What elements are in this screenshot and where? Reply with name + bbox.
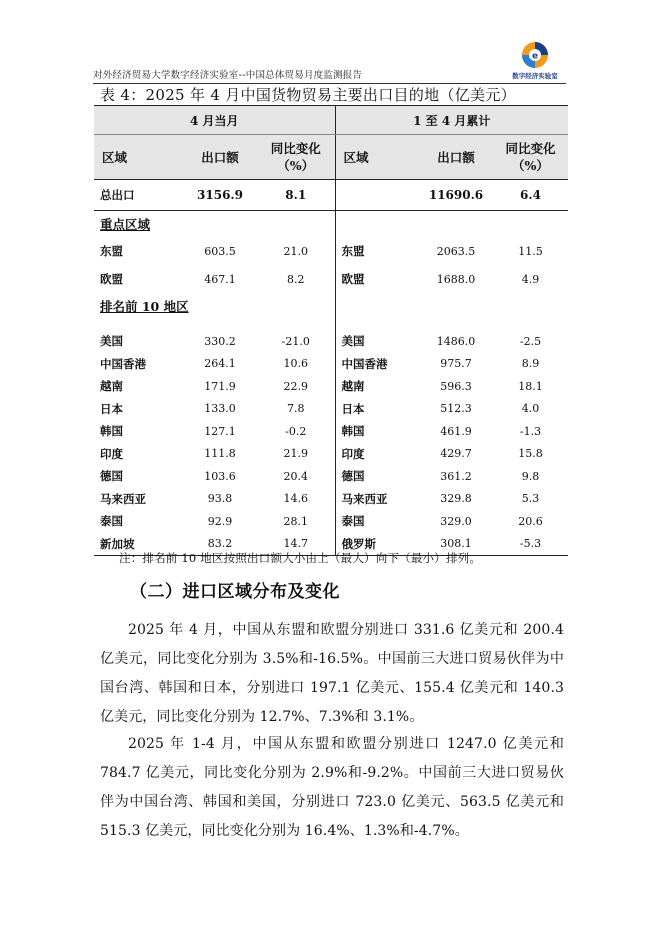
col-header-export: 出口额: [183, 135, 257, 180]
col-header-yoy-line1: 同比变化: [270, 141, 321, 156]
export-value-month: 467.1: [204, 272, 236, 286]
yoy-change-month: 21.9: [283, 447, 308, 461]
table-title: 表 4：2025 年 4 月中国货物贸易主要出口目的地（亿美元）: [100, 86, 516, 104]
export-value-month: 92.9: [207, 514, 233, 528]
region-name-cumulative: 中国香港: [335, 353, 419, 376]
export-value-month: 330.2: [204, 334, 236, 348]
export-value-month: 111.8: [204, 447, 236, 461]
yoy-change-cumulative: 4.9: [521, 272, 540, 286]
table-row: [94, 510, 568, 533]
export-destination-table: [94, 105, 568, 556]
region-name-cumulative: 美国: [335, 330, 419, 353]
yoy-change-month: 21.0: [283, 244, 308, 258]
col-header-export: 出口额: [419, 135, 493, 180]
logo-globe-icon: [520, 40, 550, 70]
region-name-cumulative: 马来西亚: [335, 488, 419, 511]
col-header-yoy-line2: （%）: [277, 158, 315, 173]
yoy-change-month: -21.0: [281, 334, 310, 348]
region-name-cumulative: 德国: [335, 465, 419, 488]
table-row: [94, 375, 568, 398]
export-value-cumulative: 329.8: [440, 492, 472, 506]
export-value-cumulative: 461.9: [440, 424, 472, 438]
export-value-cumulative: 329.0: [440, 514, 472, 528]
key-regions-body: [94, 237, 568, 293]
section-top10: [94, 293, 568, 319]
col-header-yoy-line2: （%）: [512, 158, 549, 173]
total-cumulative-label: [335, 180, 419, 211]
region-name-month: 印度: [100, 446, 123, 461]
yoy-change-month: 8.2: [287, 272, 305, 286]
region-name-month: 美国: [100, 334, 123, 349]
region-name-month: 韩国: [100, 424, 123, 439]
table-row: [94, 398, 568, 421]
region-name-month: 马来西亚: [100, 491, 146, 506]
yoy-change-cumulative: 5.3: [521, 492, 540, 506]
total-label: 总出口: [94, 180, 183, 211]
yoy-change-cumulative: -1.3: [519, 424, 542, 438]
section-label: [94, 211, 335, 238]
region-name-cumulative: 韩国: [335, 420, 419, 443]
region-name-cumulative: 欧盟: [335, 265, 419, 293]
table-group-header: [94, 106, 568, 135]
yoy-change-cumulative: 20.6: [518, 514, 543, 528]
section-top10-label: 排名前 10 地区: [100, 299, 189, 314]
group-header-month: 4 月当月: [94, 106, 335, 135]
table-row: [94, 237, 568, 265]
table-row: [94, 488, 568, 511]
table-column-header: [94, 135, 568, 180]
region-name-month: 德国: [100, 469, 123, 484]
svg-text:e: e: [531, 51, 539, 62]
logo-text: 数字经济实验室: [512, 72, 558, 80]
table-row: [94, 465, 568, 488]
section-key-label: 重点区域: [100, 217, 151, 232]
export-value-month: 171.9: [204, 379, 236, 393]
yoy-change-cumulative: 8.9: [521, 357, 540, 371]
region-name-month: 泰国: [100, 514, 123, 529]
col-header-yoy-line1: 同比变化: [505, 141, 556, 156]
region-name-cumulative: 日本: [335, 398, 419, 421]
region-name-cumulative: 印度: [335, 443, 419, 466]
group-header-cumulative: 1 至 4 月累计: [335, 106, 568, 135]
col-header-region: 区域: [94, 135, 183, 180]
export-value-month: 264.1: [204, 357, 236, 371]
total-month-value: 3156.9: [183, 180, 257, 211]
yoy-change-cumulative: 15.8: [518, 447, 543, 461]
table-row: [94, 265, 568, 293]
yoy-change-month: 10.6: [283, 357, 308, 371]
export-value-cumulative: 975.7: [440, 357, 472, 371]
export-value-cumulative: 308.1: [419, 533, 493, 556]
total-month-yoy: 8.1: [257, 180, 335, 211]
table-note: 注：排名前 10 地区按照出口额大小由上（最大）向下（最小）排列。: [119, 551, 482, 565]
export-value-month: 93.8: [207, 492, 233, 506]
region-name-cumulative: 越南: [335, 375, 419, 398]
header-title: 对外经济贸易大学数字经济实验室--中国总体贸易月度监测报告: [93, 70, 363, 81]
table-row: [94, 330, 568, 353]
yoy-change-cumulative: 9.8: [521, 469, 540, 483]
total-export-row: [94, 180, 568, 211]
yoy-change-cumulative: -2.5: [519, 334, 542, 348]
export-value-cumulative: 429.7: [440, 447, 472, 461]
table-row: [94, 443, 568, 466]
region-name-month: 新加坡: [94, 533, 183, 556]
export-value-cumulative: 1486.0: [436, 334, 476, 348]
yoy-change-month: 28.1: [283, 514, 308, 528]
top10-body: [94, 330, 568, 556]
paragraph-april: 2025 年 4 月，中国从东盟和欧盟分别进口 331.6 亿美元和 200.4 亿美元，同比变化分别为 3.5%和-16.5%。中国前三大进口贸易伙伴为中国台湾、韩国和日本，分别进口 197.1 亿美元、155.4 亿美元和 140.3 亿美元，同比变化分别为 12.7%、7.3%和 3.1%。: [100, 622, 564, 725]
region-name-month: 中国香港: [100, 356, 146, 371]
total-cumulative-yoy: 6.4: [493, 180, 568, 211]
yoy-change-month: 14.6: [283, 492, 308, 506]
col-header-yoy: [493, 135, 568, 180]
yoy-change-month: -0.2: [285, 424, 307, 438]
region-name-month: 日本: [100, 401, 123, 416]
export-value-month: 83.2: [183, 533, 257, 556]
col-header-yoy: [257, 135, 335, 180]
table-row: [94, 420, 568, 443]
region-name-month: 欧盟: [100, 272, 123, 286]
region-name-cumulative: 泰国: [335, 510, 419, 533]
export-value-month: 103.6: [204, 469, 236, 483]
region-name-cumulative: 东盟: [335, 237, 419, 265]
region-name-month: 东盟: [100, 244, 123, 258]
export-value-cumulative: 2063.5: [436, 244, 476, 258]
export-value-month: 133.0: [204, 402, 236, 416]
section-key-regions: [94, 211, 568, 238]
yoy-change-cumulative: 18.1: [518, 379, 543, 393]
yoy-change-cumulative: 11.5: [518, 244, 543, 258]
export-value-cumulative: 512.3: [440, 402, 472, 416]
yoy-change-month: 7.8: [287, 402, 305, 416]
yoy-change-month: 22.9: [283, 379, 308, 393]
yoy-change-month: 20.4: [283, 469, 308, 483]
col-header-region: 区域: [335, 135, 419, 180]
export-value-cumulative: 1688.0: [436, 272, 476, 286]
yoy-change-cumulative: 4.0: [521, 402, 540, 416]
export-value-cumulative: 361.2: [440, 469, 472, 483]
region-name-month: 越南: [100, 379, 123, 394]
section-heading: （二）进口区域分布及变化: [130, 582, 340, 602]
export-value-month: 603.5: [204, 244, 236, 258]
section-label: [94, 293, 335, 319]
total-cumulative-value: 11690.6: [419, 180, 493, 211]
lab-logo: [505, 40, 565, 80]
export-value-cumulative: 596.3: [440, 379, 472, 393]
export-value-month: 127.1: [204, 424, 236, 438]
yoy-change-month: 14.7: [257, 533, 335, 556]
table-row: [94, 353, 568, 376]
region-name-cumulative: 俄罗斯: [335, 533, 419, 556]
yoy-change-cumulative: -5.3: [493, 533, 568, 556]
page-header: [93, 44, 565, 84]
paragraph-jan-apr: 2025 年 1-4 月，中国从东盟和欧盟分别进口 1247.0 亿美元和 784.7 亿美元，同比变化分别为 2.9%和-9.2%。中国前三大进口贸易伙伴为中国台湾、韩国和美国，分别进口 723.0 亿美元、563.5 亿美元和 515.3 亿美元，同比变化分别为 16.4%、1.3%和-4.7%。: [100, 736, 564, 839]
